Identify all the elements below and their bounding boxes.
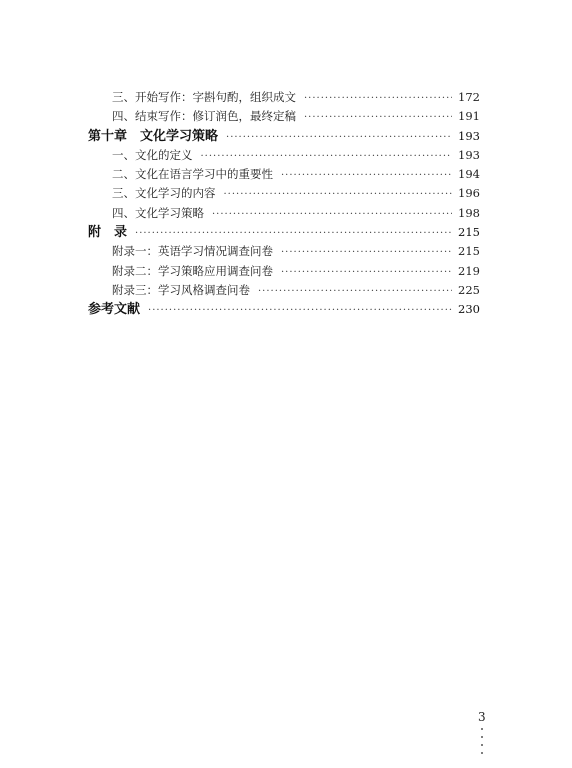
toc-entry-title: 附录一：英语学习情况调查问卷 bbox=[112, 244, 273, 259]
dot-leader bbox=[135, 224, 452, 243]
toc-entry bbox=[88, 146, 480, 165]
toc-chapter-title: 参考文献 bbox=[88, 302, 141, 318]
dot-leader bbox=[304, 89, 452, 108]
toc-chapter-page: 193 bbox=[458, 128, 480, 143]
toc-entry-title: 四、文化学习策略 bbox=[112, 205, 204, 220]
toc-entry-title: 附录二：学习策略应用调查问卷 bbox=[112, 263, 273, 278]
folio-dot-ornament bbox=[481, 728, 485, 754]
toc-chapter-title: 第十章 文化学习策略 bbox=[88, 128, 219, 144]
dot-leader bbox=[258, 282, 452, 301]
toc-entry-page: 193 bbox=[458, 147, 480, 162]
toc-chapter bbox=[88, 127, 480, 146]
toc-entry-page: 196 bbox=[458, 186, 480, 201]
dot bbox=[481, 752, 483, 754]
page-number: 3 bbox=[478, 710, 486, 724]
toc-entry bbox=[88, 165, 480, 184]
dot bbox=[481, 744, 483, 746]
dot-leader bbox=[212, 205, 452, 224]
toc-entry-title: 四、结束写作：修订润色，最终定稿 bbox=[112, 109, 296, 124]
dot-leader bbox=[201, 147, 453, 166]
dot bbox=[481, 736, 483, 738]
dot-leader bbox=[224, 185, 453, 204]
toc-entry bbox=[88, 262, 480, 281]
toc-chapter-page: 230 bbox=[458, 302, 480, 317]
toc-entry bbox=[88, 88, 480, 107]
toc-entry-page: 191 bbox=[458, 109, 480, 124]
toc-entry-title: 二、文化在语言学习中的重要性 bbox=[112, 167, 273, 182]
toc-entry-page: 225 bbox=[458, 282, 480, 297]
toc-chapter bbox=[88, 223, 480, 242]
toc-entry-title: 附录三：学习风格调查问卷 bbox=[112, 282, 250, 297]
dot-leader bbox=[281, 263, 452, 282]
toc-chapter-title: 附 录 bbox=[88, 225, 128, 241]
toc-entry-page: 172 bbox=[458, 90, 480, 104]
toc-entry bbox=[88, 204, 480, 223]
dot-leader bbox=[281, 166, 452, 185]
toc-entry-page: 215 bbox=[458, 244, 480, 259]
toc-entry-title: 一、文化的定义 bbox=[112, 147, 193, 162]
table-of-contents bbox=[88, 88, 480, 320]
dot bbox=[481, 728, 483, 730]
toc-entry-page: 194 bbox=[458, 167, 480, 182]
dot-leader bbox=[281, 243, 452, 262]
toc-entry-title: 三、文化学习的内容 bbox=[112, 186, 216, 201]
toc-entry bbox=[88, 281, 480, 300]
toc-chapter bbox=[88, 300, 480, 319]
dot-leader bbox=[304, 108, 452, 127]
toc-entry bbox=[88, 184, 480, 203]
toc-entry bbox=[88, 107, 480, 126]
toc-entry-page: 219 bbox=[458, 263, 480, 278]
toc-chapter-page: 215 bbox=[458, 225, 480, 240]
toc-entry-title: 三、开始写作：字斟句酌，组织成文 bbox=[112, 90, 296, 104]
dot-leader bbox=[148, 301, 452, 320]
toc-entry-page: 198 bbox=[458, 205, 480, 220]
toc-entry bbox=[88, 242, 480, 261]
dot-leader bbox=[226, 128, 452, 147]
